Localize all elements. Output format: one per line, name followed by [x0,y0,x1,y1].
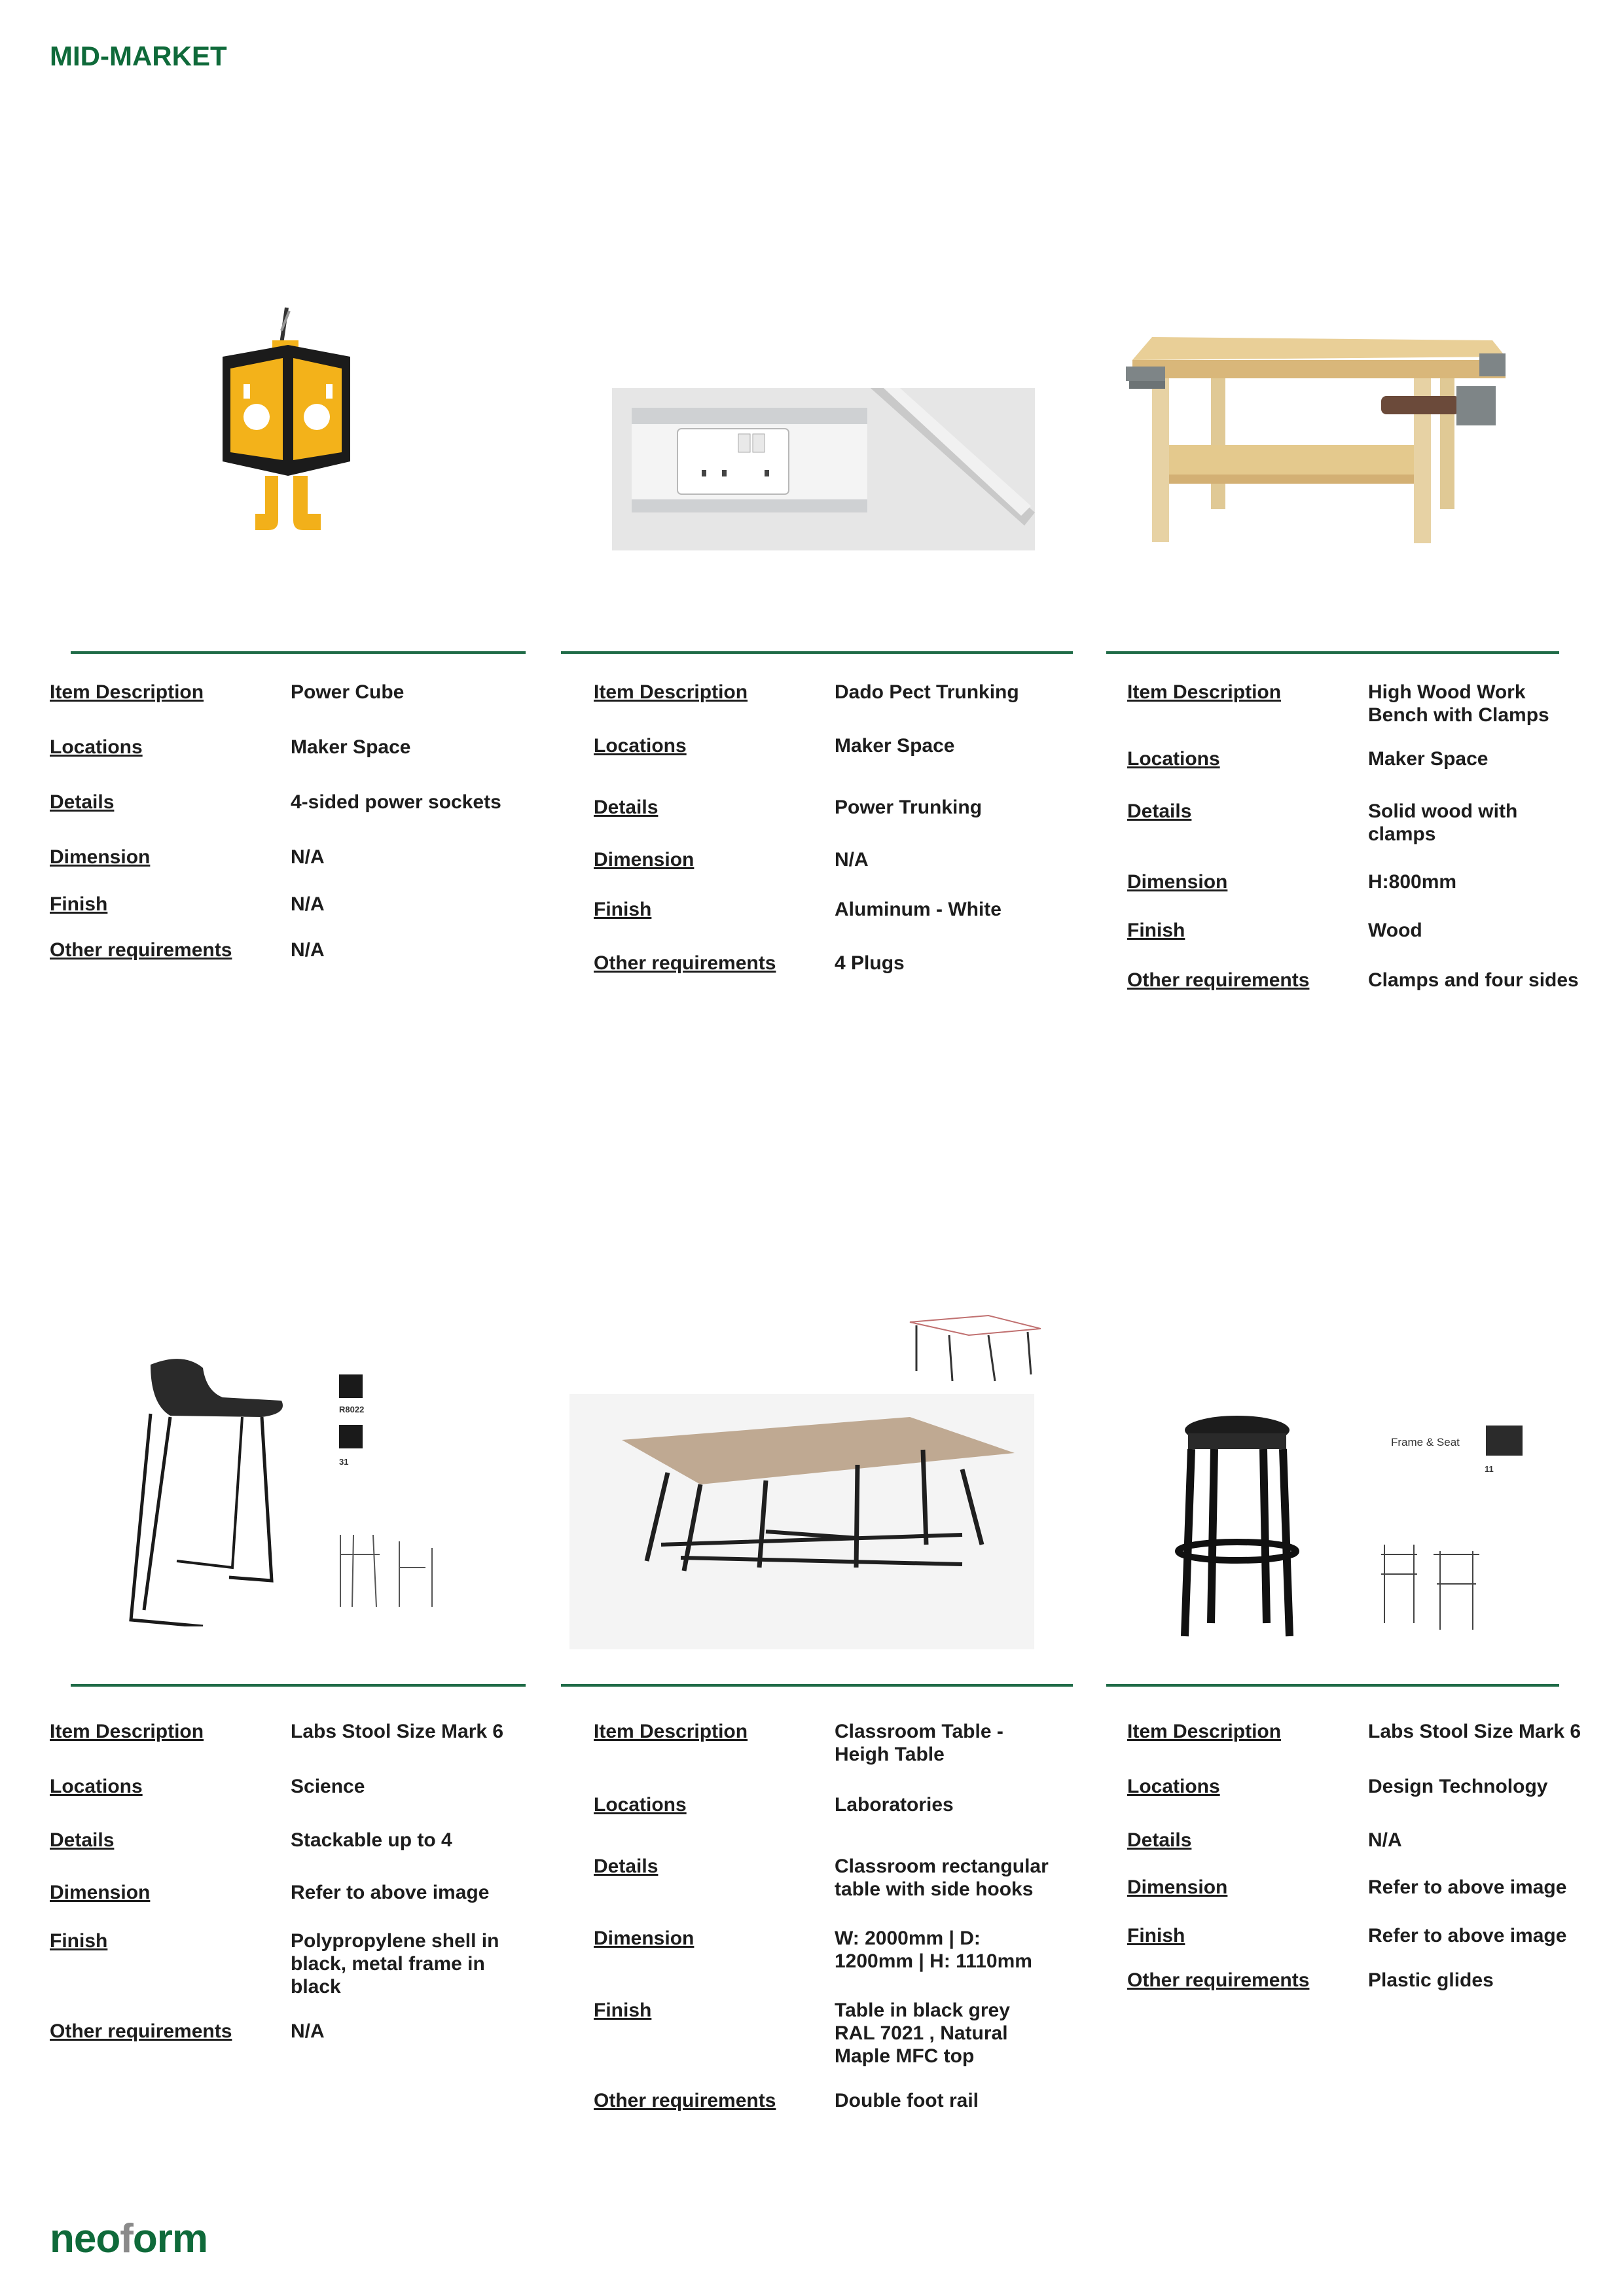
item-description-value: High Wood Work Bench with Clamps [1368,681,1549,726]
finish-label: Finish [594,899,652,920]
locations-value: Maker Space [291,736,411,758]
color-swatch-frame-seat [1486,1426,1523,1456]
neoform-logo [50,2215,208,2262]
dimension-value: N/A [835,849,869,870]
dado-trunking-image [612,388,1035,550]
swatch-code-b: 31 [339,1457,349,1467]
finish-value: Table in black grey RAL 7021 , Natural Maple MFC top [835,2000,1010,2067]
wood-work-bench-image [1126,327,1519,550]
color-swatch [339,1374,363,1398]
section-rule [1106,651,1559,654]
dimension-value: H:800mm [1368,871,1457,893]
details-label: Details [1127,800,1192,822]
locations-label: Locations [50,1776,143,1797]
dimension-value: Refer to above image [1368,1876,1567,1898]
other-requirements-label: Other requirements [50,939,232,961]
dimension-label: Dimension [1127,1876,1228,1898]
details-label: Details [1127,1829,1192,1851]
other-requirements-label: Other requirements [1127,1969,1310,1991]
finish-label: Finish [50,1930,108,1952]
dimension-label: Dimension [594,1928,695,1949]
locations-label: Locations [594,735,687,757]
finish-label: Finish [1127,920,1185,941]
item-description-label: Item Description [594,681,748,703]
locations-label: Locations [594,1794,687,1816]
dimension-label: Dimension [594,849,695,870]
logo-part: orm [132,2216,208,2261]
labs-stool-round-image [1165,1414,1492,1649]
item-description-label: Item Description [594,1721,748,1742]
dimension-value: Refer to above image [291,1882,490,1903]
finish-value: Aluminum - White [835,899,1001,920]
classroom-table-image [569,1309,1041,1649]
other-requirements-label: Other requirements [594,952,776,974]
locations-value: Maker Space [835,735,955,757]
section-rule [1106,1684,1559,1687]
dimension-value: N/A [291,846,325,868]
locations-value: Laboratories [835,1794,954,1816]
other-requirements-value: N/A [291,2020,325,2042]
details-label: Details [50,791,115,813]
dimension-label: Dimension [50,846,151,868]
other-requirements-label: Other requirements [50,2020,232,2042]
color-swatch [339,1425,363,1448]
item-description-value: Labs Stool Size Mark 6 [291,1721,504,1742]
finish-label: Finish [594,2000,652,2021]
locations-value: Maker Space [1368,748,1489,770]
details-value: Power Trunking [835,797,983,818]
item-description-value: Classroom Table - Heigh Table [835,1721,1003,1765]
finish-value: Polypropylene shell in black, metal frame in black [291,1930,499,1998]
other-requirements-value: Clamps and four sides [1368,969,1579,991]
logo-part: neo [50,2216,120,2261]
power-cube-image [216,304,360,540]
other-requirements-value: Plastic glides [1368,1969,1494,1991]
details-label: Details [594,1856,659,1877]
locations-value: Science [291,1776,365,1797]
other-requirements-value: 4 Plugs [835,952,905,974]
item-description-value: Dado Pect Trunking [835,681,1019,703]
labs-stool-image [124,1352,491,1626]
item-description-value: Power Cube [291,681,405,703]
dimension-label: Dimension [1127,871,1228,893]
logo-part: f [120,2216,133,2261]
section-rule [561,1684,1073,1687]
locations-value: Design Technology [1368,1776,1548,1797]
details-value: 4-sided power sockets [291,791,501,813]
item-description-label: Item Description [50,681,204,703]
dimension-label: Dimension [50,1882,151,1903]
details-value: Solid wood with clamps [1368,800,1518,845]
other-requirements-value: N/A [291,939,325,961]
finish-label: Finish [1127,1925,1185,1946]
details-value: Classroom rectangular table with side hooks [835,1856,1049,1900]
other-requirements-label: Other requirements [594,2090,776,2111]
item-description-label: Item Description [1127,681,1282,703]
swatch-frame-seat-label: Frame & Seat [1391,1436,1460,1448]
section-rule [71,651,526,654]
locations-label: Locations [1127,748,1220,770]
finish-value: Refer to above image [1368,1925,1567,1946]
section-rule [71,1684,526,1687]
finish-value: Wood [1368,920,1422,941]
finish-label: Finish [50,893,108,915]
item-description-label: Item Description [50,1721,204,1742]
details-value: Stackable up to 4 [291,1829,452,1851]
item-description-label: Item Description [1127,1721,1282,1742]
details-value: N/A [1368,1829,1402,1851]
other-requirements-value: Double foot rail [835,2090,979,2111]
dimension-value: W: 2000mm | D: 1200mm | H: 1110mm [835,1928,1032,1972]
item-description-value: Labs Stool Size Mark 6 [1368,1721,1581,1742]
details-label: Details [50,1829,115,1851]
section-rule [561,651,1073,654]
details-label: Details [594,797,659,818]
finish-value: N/A [291,893,325,915]
page-title: MID-MARKET [50,41,227,71]
swatch-code-c: 11 [1485,1464,1494,1474]
locations-label: Locations [1127,1776,1220,1797]
locations-label: Locations [50,736,143,758]
other-requirements-label: Other requirements [1127,969,1310,991]
swatch-code-a: R8022 [339,1405,365,1414]
